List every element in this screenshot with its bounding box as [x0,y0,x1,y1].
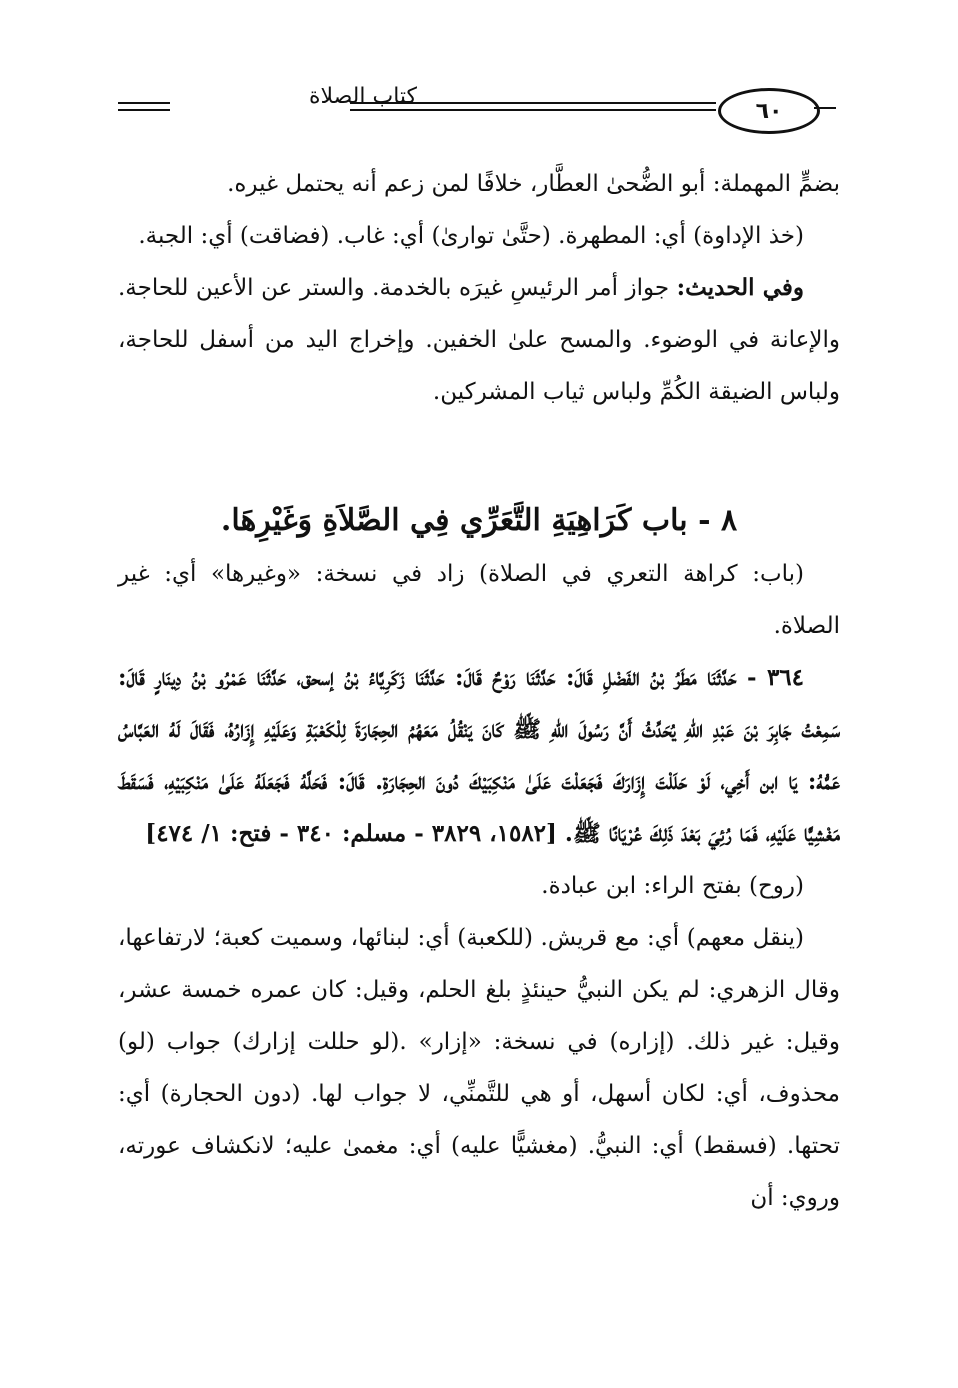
lesson-lead: وفي الحديث: [676,274,804,301]
book-title: كتاب الصلاة [308,84,418,109]
page-number [718,88,820,134]
header-rule [118,109,170,111]
chapter-heading: ٨ - باب كَرَاهِيَةِ التَّعَرِّي فِي الصَّلاَةِ وَغَيْرِهَا. [220,503,738,538]
paragraph: (روح) بفتح الراء: ابن عبادة. [541,873,804,899]
paragraph: (باب: كراهة التعري في الصلاة) زاد في نسخة: «وغيرها» أي: غير الصلاة. [118,561,840,639]
header-rule [350,109,716,111]
running-header [118,82,838,134]
paragraph: (ينقل معهم) أي: مع قريش. (للكعبة) أي: لبنائها، وسميت كعبة؛ لارتفاعها، وقال الزهري: لم يكن النبيُّ حينئذٍ بلغ الحلم، وقيل: كان عمره خمسة عشر، وقيل: غير ذلك. (إزاره) في نسخة: «إزار» .(لو حللت إزارك) جواب (لو) محذوف، أي: لكان أسهل، أو هي للتَّمنِّي، لا جواب لها. (دون الحجارة) أي: تحتها. (فسقط) أي: النبيُّ. (مغشيًّا عليه) أي: مغمىٰ عليه؛ لانكشاف عورته، وروي: أن [118,925,840,1211]
header-rule [118,102,170,104]
header-rule [350,102,716,104]
paragraph [118,262,840,418]
paragraph: بضمٍّ المهملة: أبو الضُّحىٰ العطَّار، خلافًا لمن زعم أنه يحتمل غيره. [227,171,840,197]
hadith-text: ٣٦٤ - حَدَّثَنَا مَطَرُ بْنُ الفَضْلِ قَالَ: حَدَّثَنَا رَوْحٌ قَالَ: حَدَّثَنَا زَكَرِيَّاءُ بْنُ إسحق، حَدَّثَنَا عَمْرُو بْنُ دِينَارٍ قَالَ: سَمِعْتُ جَابِرَ بْنَ عَبْدِ اللهِ يُحَدِّثُ أَنَّ رَسُولَ اللهِ ﷺ كَانَ يَنْقُلُ مَعَهُمُ الحِجَارَةَ لِلْكَعْبَةِ وَعَلَيْهِ إِزَارُهُ، فَقَالَ لَهُ العَبَّاسُ عَمُّهُ: يَا ابن أَخِي، لَوْ حَلَلْتَ إِزَارَكَ فَجَعَلْتَ عَلَىٰ مَنْكِبَيْكَ دُونَ الحِجَارَةِ. قَالَ: فَحَلَّهُ فَجَعَلَهُ عَلَىٰ مَنْكِبَيْهِ، فَسَقَطَ مَغْشِيًّا عَلَيْهِ، فَمَا رُئِيَ بَعْدَ ذَلِكَ عُرْيَانًا ﷺ. [١٥٨٢، ٣٨٢٩ - مسلم: ٣٤٠ - فتح: ١/ ٤٧٤] [118,664,840,847]
header-rule [814,107,836,109]
lesson-text: جواز أمر الرئيسِ غيرَه بالخدمة. والستر عن الأعين للحاجة. والإعانة في الوضوء. والمسح علىٰ الخفين. وإخراج اليد من أسفل للحاجة، ولباس الضيقة الكُمِّ ولباس ثياب المشركين. [118,275,840,405]
page-number-text: ٦٠ [755,98,783,124]
paragraph: (خذ الإداوة) أي: المطهرة. (حتَّىٰ توارىٰ) أي: غاب. (فضاقت) أي: الجبة. [138,223,804,249]
commentary-section-1 [118,158,840,418]
commentary-section-2 [118,548,840,1224]
